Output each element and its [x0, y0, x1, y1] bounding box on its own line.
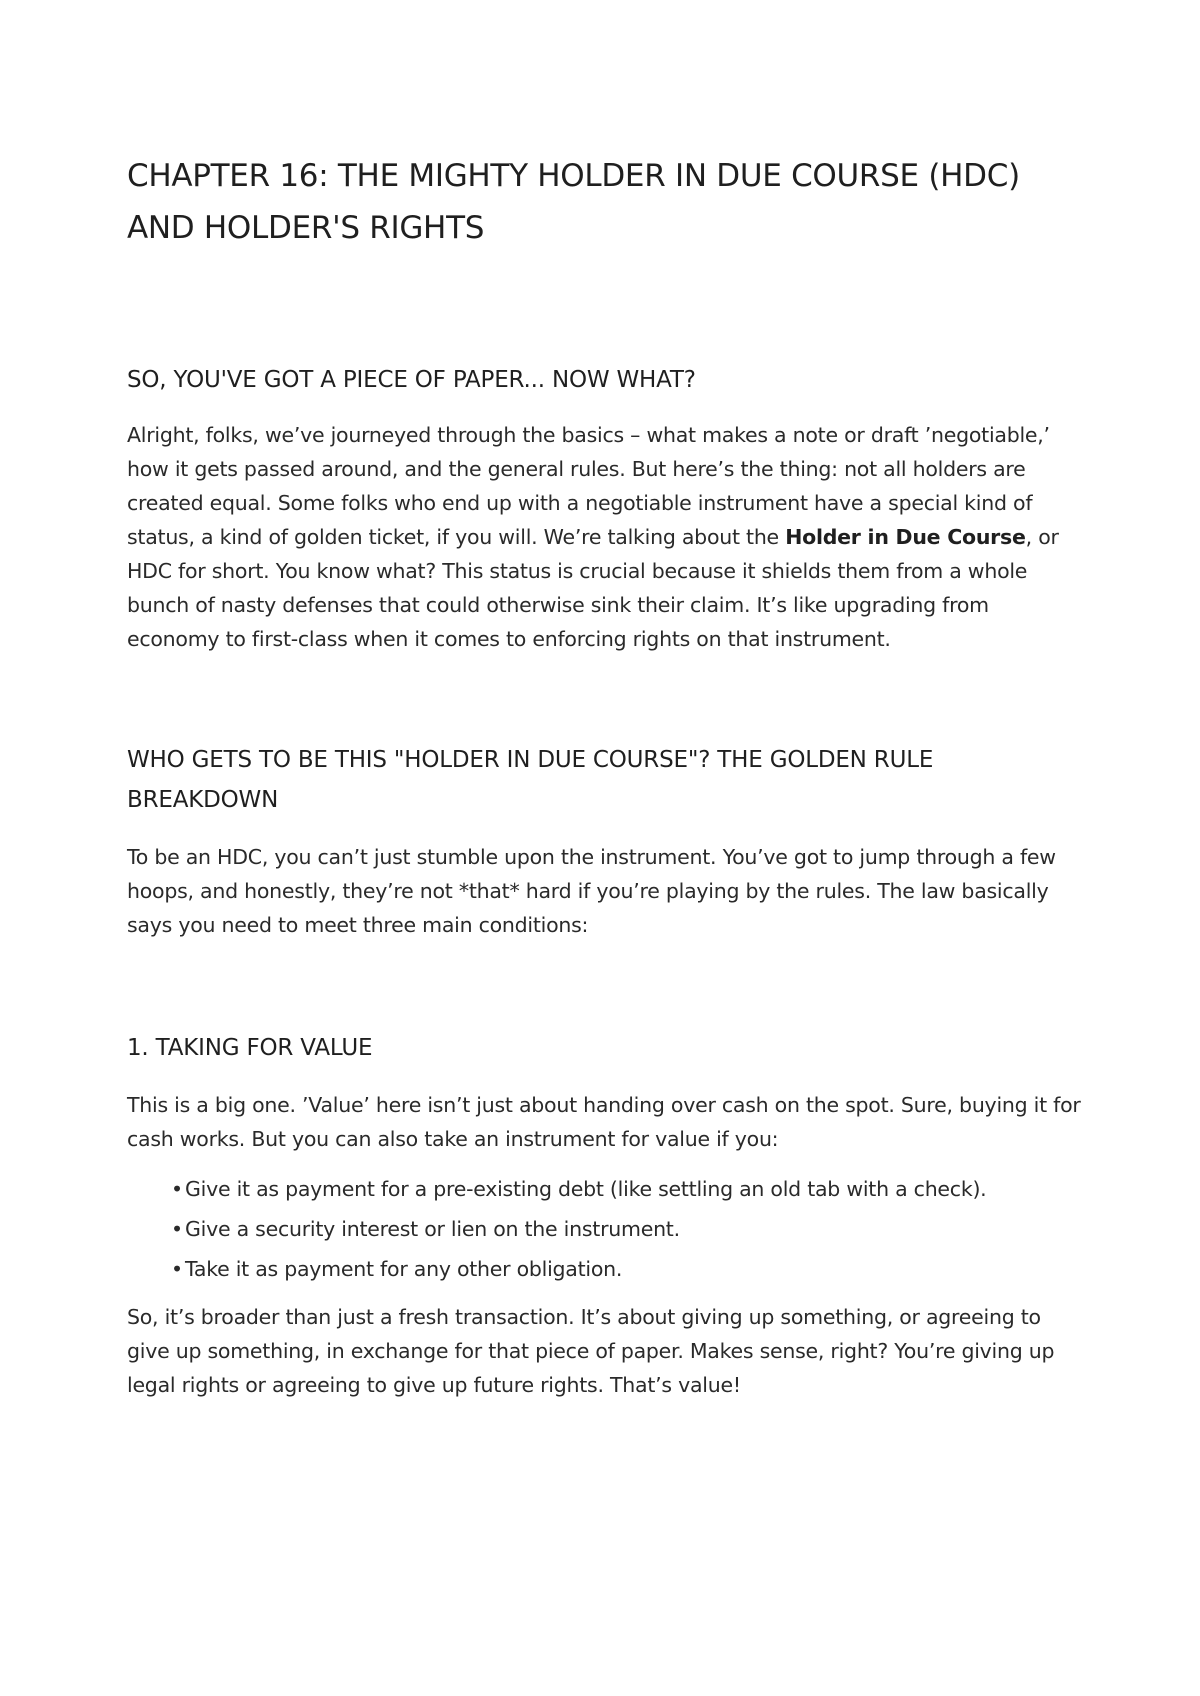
intro-text-end: , or HDC for short. You know what? This status is crucial because it shields them from a whole bunch of nasty defenses that could otherwise sink their claim. It’s like upgrading from economy to first-class when it comes to enforcing rights on that instrument.: [127, 525, 1059, 651]
hdc-term-bold: Holder in Due Course: [785, 525, 1026, 549]
bullet-marker: •: [171, 1257, 183, 1281]
list-item: [171, 1252, 1087, 1286]
bullet-marker: •: [171, 1177, 183, 1201]
document-page: [127, 150, 1087, 1402]
list-item: [171, 1172, 1087, 1206]
value-paragraph: This is a big one. ’Value’ here isn’t just about handing over cash on the spot. Sure, buying it for cash works. But you can also take an instrument for value if you:: [127, 1093, 1081, 1151]
intro-paragraph: [127, 418, 1087, 656]
list-item-text: Give a security interest or lien on the instrument.: [185, 1217, 680, 1241]
intro-text-start: Alright, folks, we’ve journeyed through the basics – what makes a note or draft ’negotiable,’ how it gets passed around, and the general rules. But here’s the thing: not all holders are created equal. Some folks who end up with a negotiable instrument have a special kind of status, a kind of golden ticket, if you will. We’re talking about the: [127, 423, 1050, 549]
section-heading-now-what: SO, YOU'VE GOT A PIECE OF PAPER... NOW WHAT?: [127, 367, 696, 393]
list-item-text: Give it as payment for a pre-existing debt (like settling an old tab with a check).: [185, 1177, 987, 1201]
section-heading-who-gets-hdc: WHO GETS TO BE THIS "HOLDER IN DUE COURSE"? THE GOLDEN RULE BREAKDOWN: [127, 747, 934, 813]
conditions-paragraph: To be an HDC, you can’t just stumble upon the instrument. You’ve got to jump through a few hoops, and honestly, they’re not *that* hard if you’re playing by the rules. The law basically says you need to meet three main conditions:: [127, 845, 1056, 937]
value-closing-paragraph: So, it’s broader than just a fresh transaction. It’s about giving up something, or agreeing to give up something, in exchange for that piece of paper. Makes sense, right? You’re giving up legal rights or agreeing to give up future rights. That’s value!: [127, 1305, 1055, 1397]
value-bullet-list: [127, 1172, 1087, 1286]
chapter-title: CHAPTER 16: THE MIGHTY HOLDER IN DUE COURSE (HDC) AND HOLDER'S RIGHTS: [127, 158, 1020, 246]
section-heading-taking-for-value: 1. TAKING FOR VALUE: [127, 1035, 373, 1061]
list-item-text: Take it as payment for any other obligation.: [185, 1257, 623, 1281]
bullet-marker: •: [171, 1217, 183, 1241]
list-item: [171, 1212, 1087, 1246]
